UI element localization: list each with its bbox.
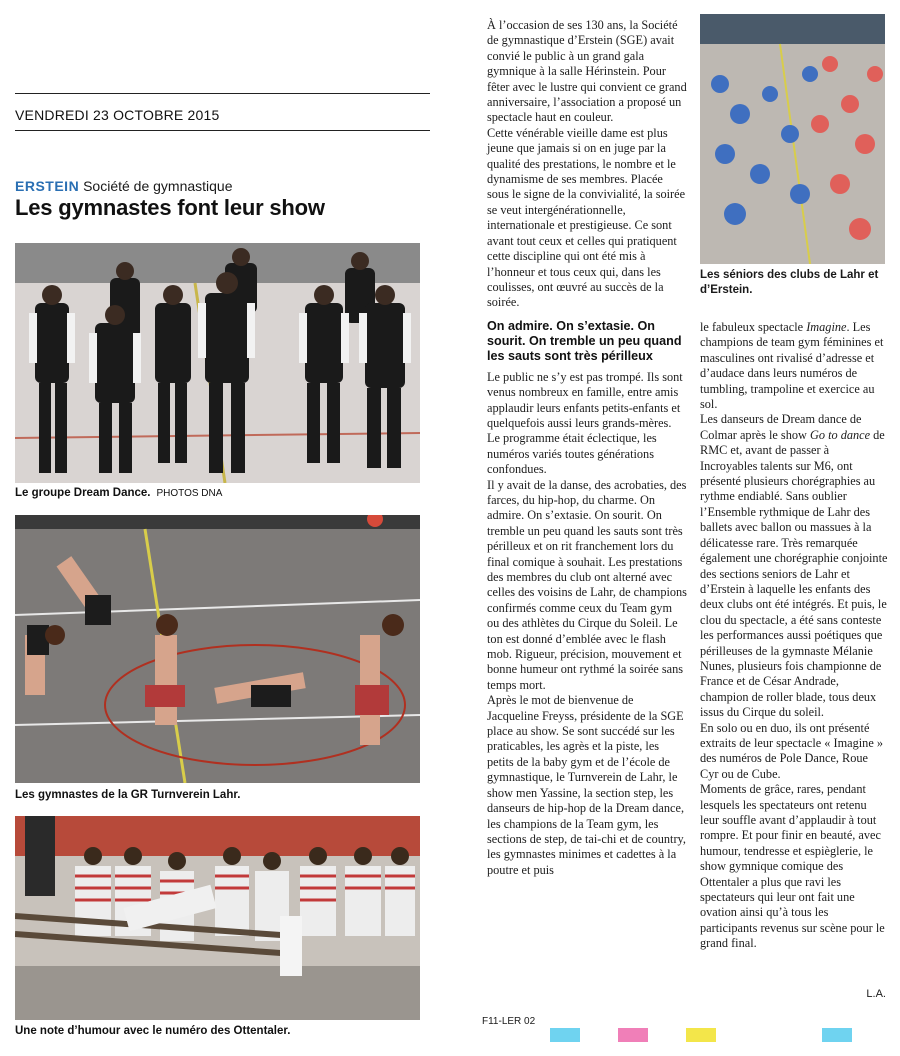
- print-mark-cyan: [550, 1028, 580, 1042]
- date-rule: [15, 130, 430, 131]
- article-column-1: [487, 18, 687, 878]
- paragraph-intro: À l’occasion de ses 130 ans, la Société de gymnastique d’Erstein (SGE) avait convié le public à un grand gala gymnique à la salle Hérinstein. Pour fêter avec le lustre qui convient ce grand anniversaire, l’association a proposé un spectacle haut en couleur.: [487, 18, 687, 125]
- kicker-city: ERSTEIN: [15, 178, 80, 194]
- paragraph-7-b: de RMC et, avant de passer à Incroyables talents sur M6, ont présenté plusieurs chorégraphies au rythme endiablé. Sans oublier l’Ensemble rythmique de Lahr des ballets avec ballon ou massues à la délicatesse rare. Très remarquée également une chorégraphie conjointe des sections seniors de Lahr et d’Erstein à laquelle les enfants des deux clubs ont été intégrés. Et puis, le clou du spectacle, a été sans conteste les performances aussi poétiques que périlleuses de la gymnaste Mélanie Nunes, plusieurs fois championne de France et de César Andrade, champion de roller blade, tous deux issus du Cirque du soleil.: [700, 427, 888, 720]
- kicker: [15, 178, 233, 194]
- show-title-imagine: Imagine: [806, 320, 847, 334]
- page-folio: F11-LER 02: [482, 1016, 536, 1027]
- photo-ottentaler: [15, 816, 420, 1020]
- dateline: VENDREDI 23 OCTOBRE 2015: [15, 107, 220, 123]
- print-mark-yellow: [686, 1028, 716, 1042]
- print-mark-magenta: [618, 1028, 648, 1042]
- photo-caption-turnverein-lahr: Les gymnastes de la GR Turnverein Lahr.: [15, 789, 241, 801]
- article-column-2: [700, 320, 888, 952]
- top-rule: [15, 93, 430, 94]
- paragraph-7: [700, 412, 888, 720]
- caption-text: Le groupe Dream Dance.: [15, 487, 151, 499]
- paragraph-8: En solo ou en duo, ils ont présenté extraits de leur spectacle « Imagine » des numéros de Pole Dance, Roue Cyr ou de Cube.: [700, 720, 884, 781]
- photo-caption-ottentaler: Une note d’humour avec le numéro des Ottentaler.: [15, 1025, 291, 1037]
- kicker-section: Société de gymnastique: [83, 178, 233, 194]
- photo-credit: PHOTOS DNA: [156, 488, 223, 499]
- paragraph-2: Cette vénérable vieille dame est plus jeune que jamais si on en juge par la qualité des prestations, le nombre et le dynamisme de ses membres. Placée sous le signe de la convivialité, la soirée se veut intergénérationnelle, internationale et prestigieuse. Ce sont avant tout ceux et celles qui pratiquent cette discipline qui ont été mis à l’honneur et tous ceux qui, dans les coulisses, ont œuvré au succès de la soirée.: [487, 125, 686, 310]
- photo-caption-dream-dance: [15, 487, 222, 499]
- author-signature: L.A.: [866, 988, 886, 1000]
- photo-dream-dance: [15, 243, 420, 483]
- paragraph-6: [700, 320, 888, 412]
- paragraph-5: Après le mot de bienvenue de Jacqueline Freyss, présidente de la SGE place au show. Se sont succédé sur les praticables, les agrès et la piste, les petits de la baby gym et de l’école de gymnastique, le Turnverein de Lahr, le show men Yassine, la section step, les danseurs de hip-hop de la Dream dance, les champions de la Team gym, les sections de step, de tai-chi et de country, les gymnastes minimes et cadettes à la poutre et puis: [487, 693, 686, 877]
- paragraph-3: Le public ne s’y est pas trompé. Ils sont venus nombreux en famille, entre amis applaudir leurs enfants petits-enfants et quelquefois aussi leurs grands-mères. Le programme était éclectique, les numéros variés toutes générations confondues.: [487, 369, 683, 477]
- photo-caption-seniors: Les séniors des clubs de Lahr et d’Erstein.: [700, 269, 879, 296]
- paragraph-6-a: le fabuleux spectacle: [700, 320, 807, 334]
- show-title-go-to-dance: Go to dance: [809, 427, 871, 442]
- paragraph-6-b: . Les champions de team gym féminines et masculines ont rivalisé d’adresse et d’audace dans leurs numéros de tumbling, trampoline et exercice au sol.: [700, 320, 884, 412]
- photo-turnverein-lahr: [15, 515, 420, 783]
- article-subhead: On admire. On s’extasie. On sourit. On tremble un peu quand les sauts sont très périlleux: [487, 318, 682, 363]
- paragraph-9: Moments de grâce, rares, pendant lesquels les spectateurs ont retenu leur souffle avant d’applaudir à tout rompre. Et pour finir en beauté, avec humour, tendresse et espièglerie, le show gymnique comique des Ottentaler a plus que ravi les spectateurs qui leur ont fait une ovation ainsi qu’à tous les participants revenus sur scène pour le grand final.: [700, 782, 885, 951]
- print-mark-cyan-2: [822, 1028, 852, 1042]
- paragraph-7-a: Les danseurs de Dream dance de Colmar après le show: [700, 412, 862, 442]
- photo-seniors: [700, 14, 885, 264]
- headline: Les gymnastes font leur show: [15, 195, 325, 220]
- paragraph-4: Il y avait de la danse, des acrobaties, des farces, du hip-hop, du charme. On admire. On s’extasie. On sourit. On tremble un peu quand les sauts sont très périlleux et on rit franchement lors du final comique à souhait. Les prestations des membres du club ont alterné avec celles des voisins de Lahr, de champions confirmés comme ceux du Team gym ou des athlètes du Cirque du Soleil. Le ton est donné d’emblée avec le flash mob. Rigueur, précision, mouvement et bonne humeur ont rythmé la soirée sans temps mort.: [487, 477, 687, 692]
